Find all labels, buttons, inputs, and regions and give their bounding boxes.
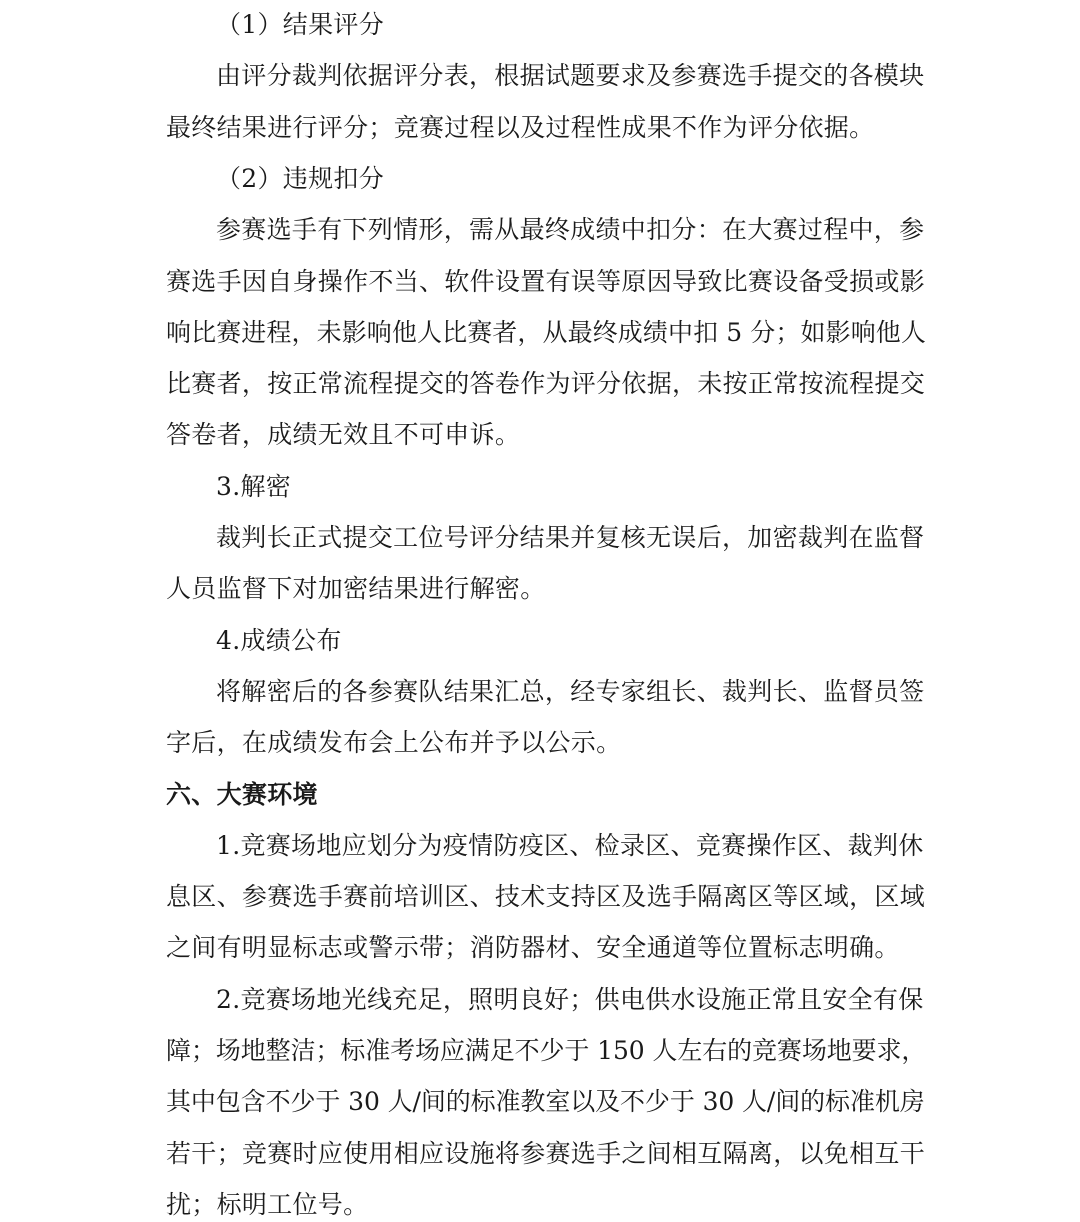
text-line: 比赛者，按正常流程提交的答卷作为评分依据，未按正常按流程提交 (166, 369, 926, 399)
text-line: 之间有明显标志或警示带；消防器材、安全通道等位置标志明确。 (166, 933, 900, 963)
text-line: 1.竞赛场地应划分为疫情防疫区、检录区、竞赛操作区、裁判休 (216, 830, 924, 860)
text-line: 4.成绩公布 (216, 625, 342, 655)
text-line: 其中包含不少于 30 人/间的标准教室以及不少于 30 人/间的标准机房 (166, 1087, 925, 1117)
text-line: （2）违规扣分 (216, 163, 385, 193)
text-line: 息区、参赛选手赛前培训区、技术支持区及选手隔离区等区域，区域 (166, 882, 926, 912)
text-line: 字后，在成绩发布会上公布并予以公示。 (166, 728, 622, 758)
text-line: 障；场地整洁；标准考场应满足不少于 150 人左右的竞赛场地要求， (166, 1036, 927, 1065)
text-line: 响比赛进程，未影响他人比赛者，从最终成绩中扣 5 分；如影响他人 (166, 317, 927, 347)
text-line: 将解密后的各参赛队结果汇总，经专家组长、裁判长、监督员签 (216, 676, 925, 706)
text-line: 最终结果进行评分；竞赛过程以及过程性成果不作为评分依据。 (166, 112, 875, 142)
text-line: 赛选手因自身操作不当、软件设置有误等原因导致比赛设备受损或影 (166, 266, 926, 296)
text-line: 裁判长正式提交工位号评分结果并复核无误后，加密裁判在监督 (216, 523, 925, 552)
text-line: 参赛选手有下列情形，需从最终成绩中扣分：在大赛过程中，参 (216, 215, 925, 245)
text-line: 若干；竞赛时应使用相应设施将参赛选手之间相互隔离，以免相互干 (166, 1138, 926, 1168)
text-line: 答卷者，成绩无效且不可申诉。 (166, 420, 521, 450)
text-line: 人员监督下对加密结果进行解密。 (166, 574, 546, 604)
text-line: 3.解密 (216, 471, 292, 501)
section-heading: 六、大赛环境 (166, 779, 318, 809)
text-line: 2.竞赛场地光线充足，照明良好；供电供水设施正常且安全有保 (216, 984, 924, 1014)
text-line: （1）结果评分 (216, 10, 385, 39)
text-line: 由评分裁判依据评分表，根据试题要求及参赛选手提交的各模块 (216, 61, 925, 91)
text-line: 扰；标明工位号。 (166, 1189, 369, 1219)
